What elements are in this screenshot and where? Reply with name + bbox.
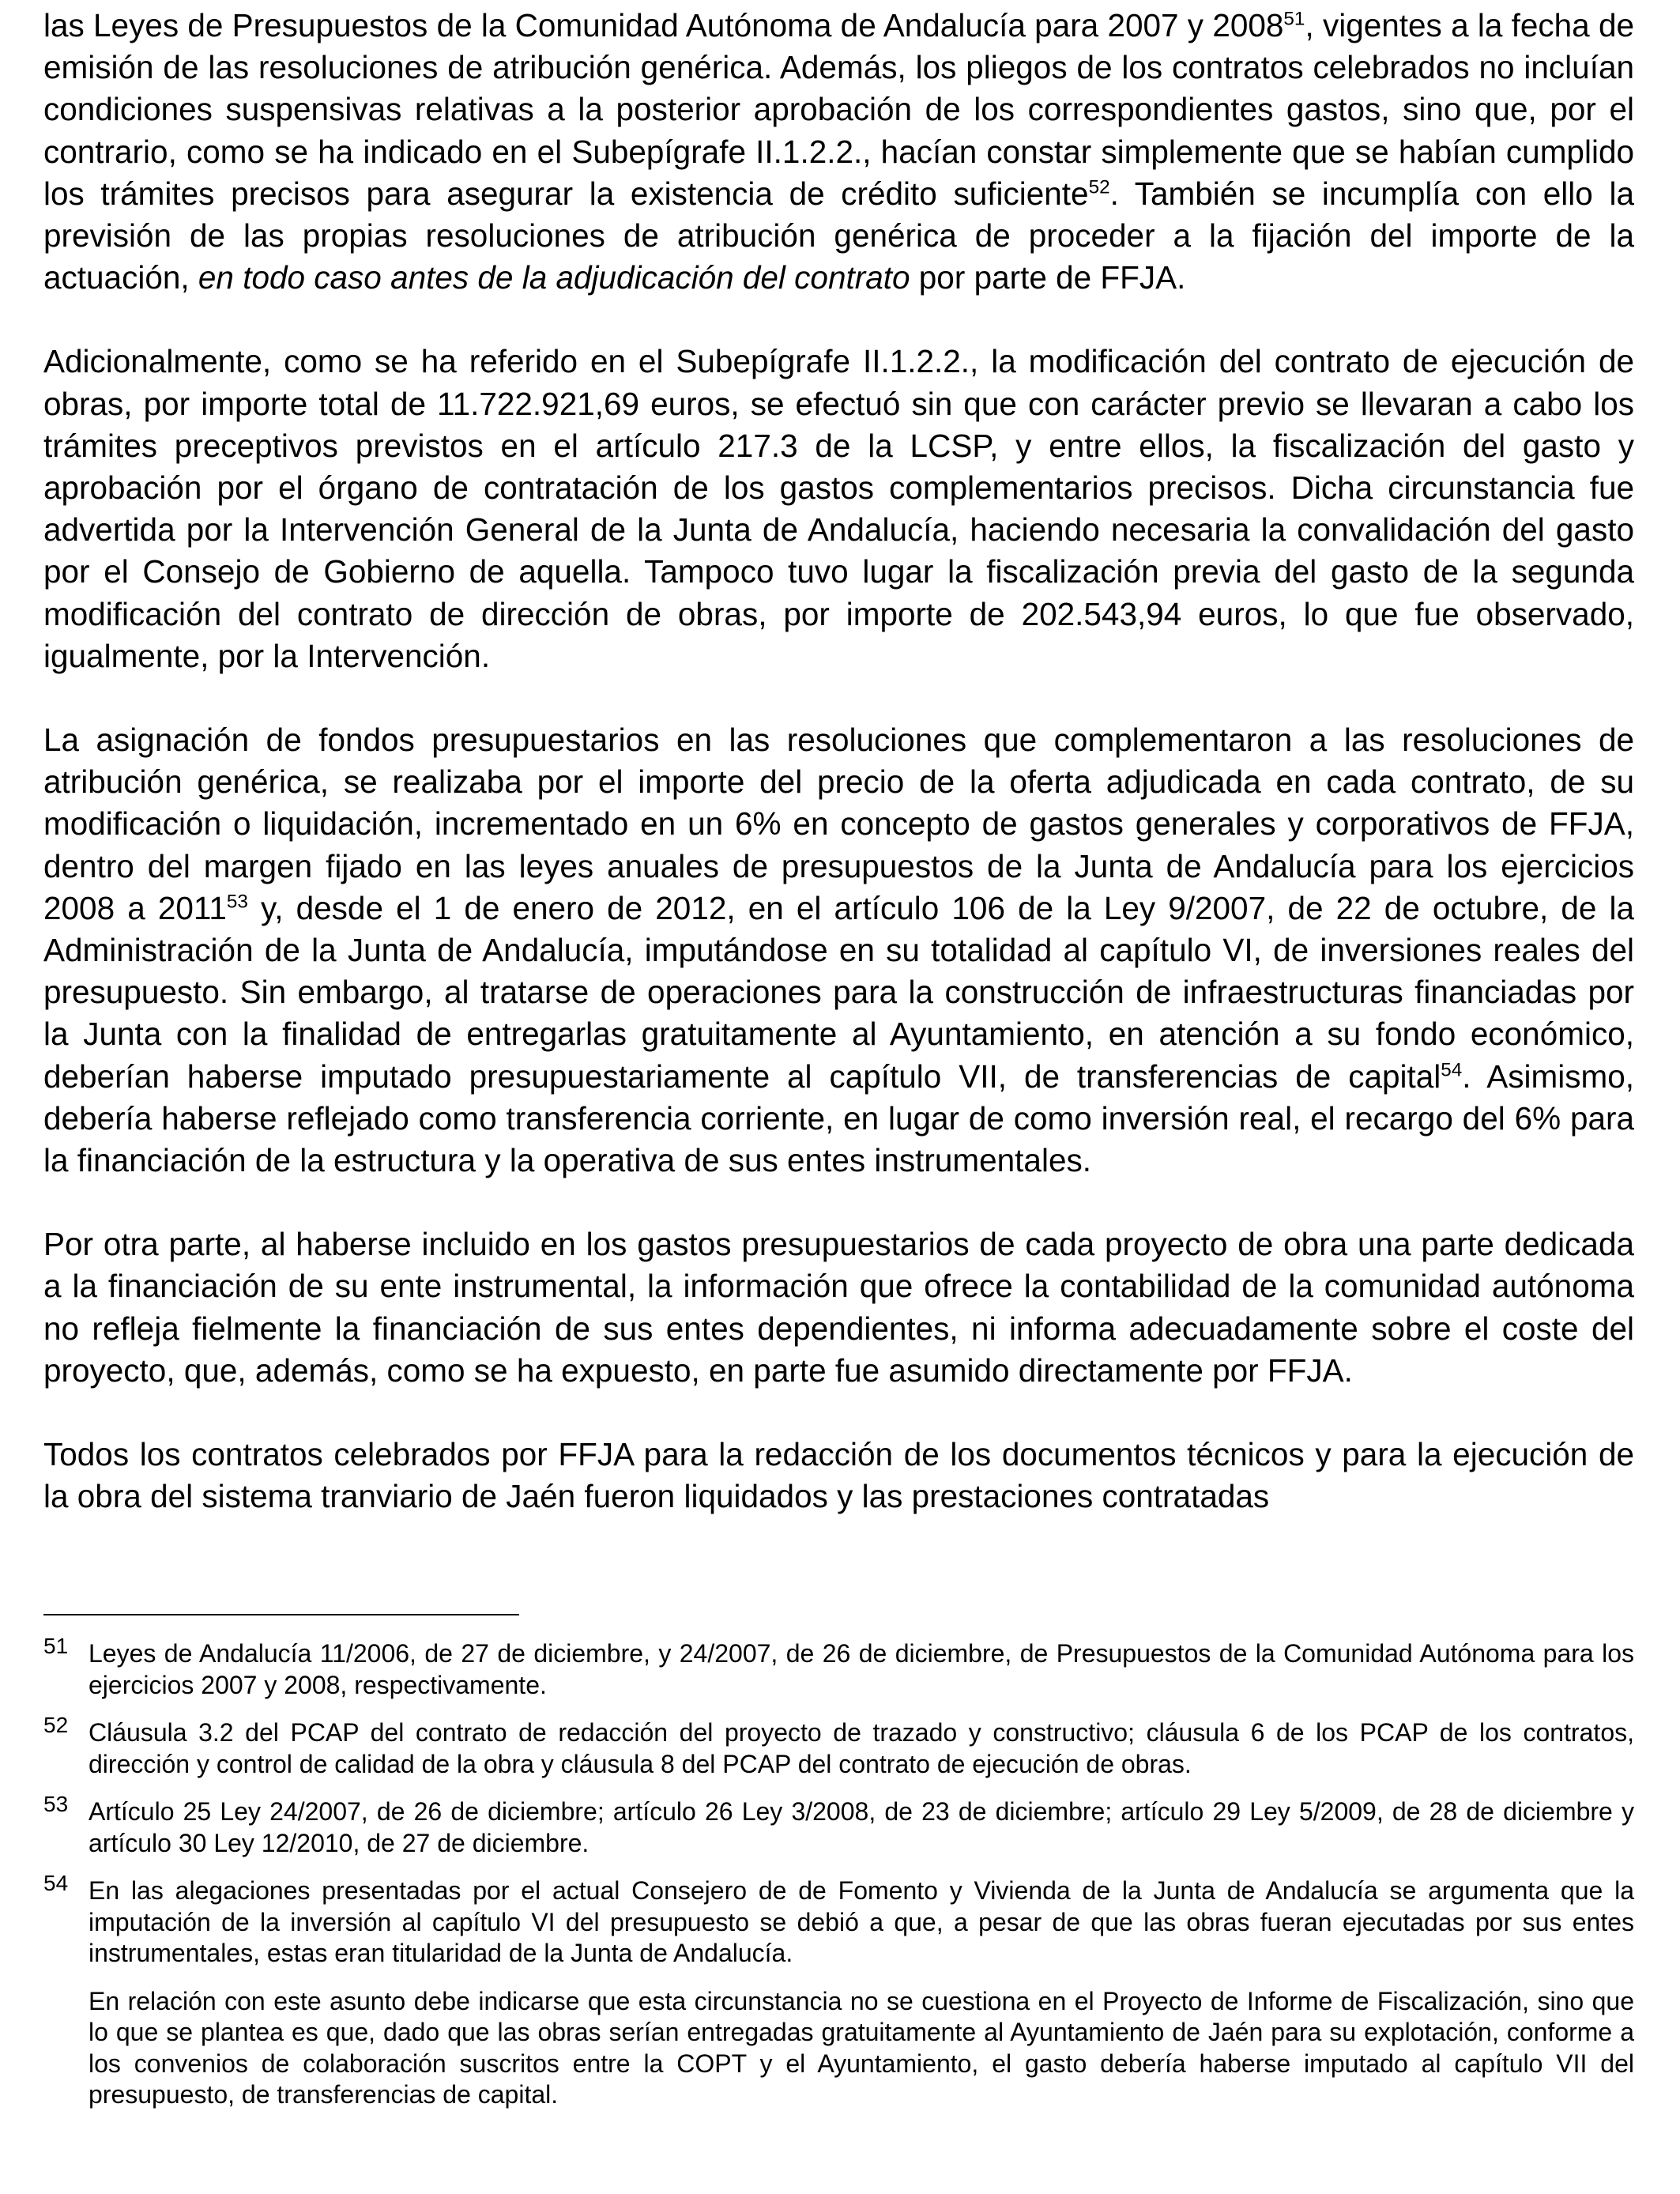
footnote: [43, 1634, 1634, 1701]
footnote-separator: [43, 1614, 519, 1615]
footnote-reference: 54: [1441, 1059, 1463, 1081]
footnote-reference: 53: [226, 891, 248, 913]
footnote-body: [89, 1796, 1634, 1859]
body-paragraph: [43, 1223, 1634, 1392]
paragraph-text: La asignación de fondos presupuestarios en las resoluciones que complementaron a las resoluciones de atribución genérica, se realizaba por el importe del precio de la oferta adjudicada en cada contrato, de su modificación o liquidación, incrementado en un 6% en concepto de gastos generales y corporativos de FFJA, dentro del margen fijado en las leyes anuales de presupuestos de la Junta de Andalucía para los ejercicios 2008 a 2011: [43, 722, 1634, 926]
footnote-reference: 51: [1283, 8, 1305, 30]
footnote-number: 53: [43, 1792, 69, 1816]
paragraph-text: . Asimismo, debería haberse reflejado como transferencia corriente, en lugar de como inversión real, el recargo del 6% para la financiación de la estructura y la operativa de sus entes instrumentales.: [43, 1057, 1634, 1179]
paragraph-text: . También se incumplía con ello la previsión de las propias resoluciones de atribución genérica de proceder a la fijación del importe de la actuación,: [43, 175, 1634, 296]
footnote-text: Leyes de Andalucía 11/2006, de 27 de diciembre, y 24/2007, de 26 de diciembre, de Presupuestos de la Comunidad Autónoma para los ejercicios 2007 y 2008, respectivamente.: [89, 1639, 1634, 1699]
body-text: [43, 5, 1634, 1560]
footnote-number: 52: [43, 1713, 69, 1737]
footnote: [43, 1713, 1634, 1780]
paragraph-text: las Leyes de Presupuestos de la Comunidad Autónoma de Andalucía para 2007 y 2008: [43, 7, 1284, 43]
footnote-text: Cláusula 3.2 del PCAP del contrato de redacción del proyecto de trazado y constructivo; cláusula 6 de los PCAP de los contratos, dirección y control de calidad de la obra y cláusula 8 del PCAP del contrato de ejecución de obras.: [89, 1718, 1634, 1778]
body-paragraph: [43, 719, 1634, 1182]
paragraph-text: Adicionalmente, como se ha referido en el Subepígrafe II.1.2.2., la modificación del contrato de ejecución de obras, por importe total de 11.722.921,69 euros, se efectuó sin que con carácter previo se llevaran a cabo los trámites preceptivos previstos en el artículo 217.3 de la LCSP, y entre ellos, la fiscalización del gasto y aprobación por el órgano de contratación de los gastos complementarios precisos. Dicha circunstancia fue advertida por la Intervención General de la Junta de Andalucía, haciendo necesaria la convalidación del gasto por el Consejo de Gobierno de aquella. Tampoco tuvo lugar la fiscalización previa del gasto de la segunda modificación del contrato de dirección de obras, por importe de 202.543,94 euros, lo que fue observado, igualmente, por la Intervención.: [43, 343, 1634, 674]
footnote-body: [89, 1717, 1634, 1780]
body-paragraph: [43, 1434, 1634, 1517]
footnote-body: [89, 1638, 1634, 1701]
body-paragraph: [43, 341, 1634, 677]
emphasis-text: en todo caso antes de la adjudicación del contrato: [198, 259, 910, 296]
footnote-text: En relación con este asunto debe indicarse que esta circunstancia no se cuestiona en el Proyecto de Informe de Fiscalización, sino que lo que se plantea es que, dado que las obras serían entregadas gratuitamente al Ayuntamiento de Jaén para su explotación, conforme a los convenios de colaboración suscritos entre la COPT y el Ayuntamiento, el gasto debería haberse imputado al capítulo VII del presupuesto, de transferencias de capital.: [89, 1986, 1634, 2109]
paragraph-text: Por otra parte, al haberse incluido en los gastos presupuestarios de cada proyecto de obra una parte dedicada a la financiación de su ente instrumental, la información que ofrece la contabilidad de la comunidad autónoma no refleja fielmente la financiación de sus entes dependientes, ni informa adecuadamente sobre el coste del proyecto, que, además, como se ha expuesto, en parte fue asumido directamente por FFJA.: [43, 1226, 1634, 1389]
paragraph-text: , vigentes a la fecha de emisión de las resoluciones de atribución genérica. Además, los pliegos de los contratos celebrados no incluían condiciones suspensivas relativas a la posterior aprobación de los correspondientes gastos, sino que, por el contrario, como se ha indicado en el Subepígrafe II.1.2.2., hacían constar simplemente que se habían cumplido los trámites precisos para asegurar la existencia de crédito suficiente: [43, 7, 1635, 212]
paragraph-text: por parte de FFJA.: [910, 259, 1186, 296]
footnote-body: [89, 1875, 1634, 2111]
footnote-reference: 52: [1088, 176, 1110, 198]
paragraph-text: y, desde el 1 de enero de 2012, en el artículo 106 de la Ley 9/2007, de 22 de octubre, de la Administración de la Junta de Andalucía, imputándose en su totalidad al capítulo VI, de inversiones reales del presupuesto. Sin embargo, al tratarse de operaciones para la construcción de infraestructuras financiadas por la Junta con la finalidad de entregarlas gratuitamente al Ayuntamiento, en atención a su fondo económico, deberían haberse imputado presupuestariamente al capítulo VII, de transferencias de capital: [43, 889, 1634, 1095]
footnote-number: 54: [43, 1871, 69, 1895]
body-paragraph: [43, 5, 1634, 299]
footnote-number: 51: [43, 1634, 69, 1658]
paragraph-text: Todos los contratos celebrados por FFJA para la redacción de los documentos técnicos y para la ejecución de la obra del sistema tranviario de Jaén fueron liquidados y las prestaciones contratadas: [43, 1436, 1634, 1515]
footnote-text: En las alegaciones presentadas por el actual Consejero de de Fomento y Vivienda de la Junta de Andalucía se argumenta que la imputación de la inversión al capítulo VI del presupuesto se debió a que, a pesar de que las obras fueran ejecutadas por sus entes instrumentales, estas eran titularidad de la Junta de Andalucía.: [89, 1876, 1634, 1967]
footnote-text: Artículo 25 Ley 24/2007, de 26 de diciembre; artículo 26 Ley 3/2008, de 23 de diciembre; artículo 29 Ley 5/2009, de 28 de diciembre y artículo 30 Ley 12/2010, de 27 de diciembre.: [89, 1797, 1634, 1857]
footnote: [43, 1792, 1634, 1859]
footnotes: [43, 1634, 1634, 2128]
footnote: [43, 1871, 1634, 2111]
